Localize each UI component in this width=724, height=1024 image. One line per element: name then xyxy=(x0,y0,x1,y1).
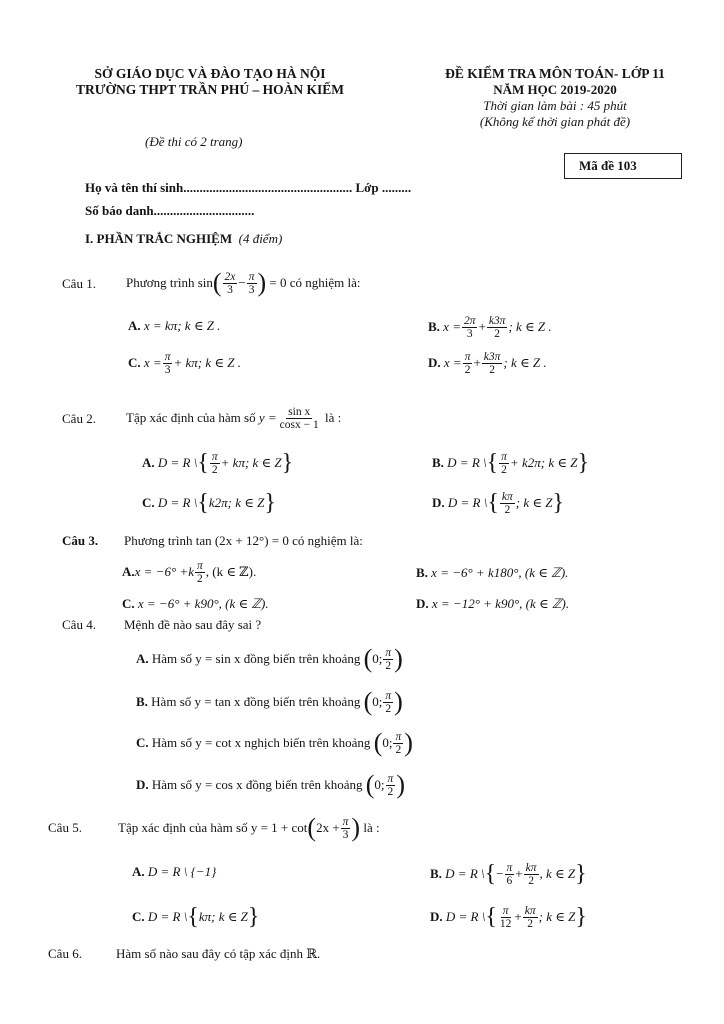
school-year: NĂM HỌC 2019-2020 xyxy=(493,82,617,97)
q2-label: Câu 2. xyxy=(62,411,96,426)
q4-label: Câu 4. xyxy=(62,617,96,632)
exam-code-box xyxy=(564,153,682,179)
pages-note: (Đề thi có 2 trang) xyxy=(145,134,243,149)
q2-option-b[interactable]: B. D = R \ { $\frac{\pi}{2}$ + k2π; k ∈ Z } xyxy=(432,450,589,476)
q4-option-b[interactable]: B. Hàm số y = tan x đồng biến trên khoảng ( 0; $\frac{\pi}{2}$ ) xyxy=(136,687,403,716)
q1-option-b[interactable]: B. x = $\frac{2\pi}{3}$ + $\frac{k3\pi}{2}$ ; k ∈ Z . xyxy=(428,314,552,340)
q4-option-c[interactable]: C. Hàm số y = cot x nghịch biến trên khoảng ( 0; $\frac{\pi}{2}$ ) xyxy=(136,728,413,757)
q3-option-b[interactable]: B. x = −6° + k180°, (k ∈ ℤ). xyxy=(416,565,569,580)
exam-code: Mã đề 103 xyxy=(579,158,637,173)
q2-option-c[interactable]: C. D = R \ { k2π; k ∈ Z } xyxy=(142,490,276,516)
q5-option-c[interactable]: C. D = R \ { kπ; k ∈ Z } xyxy=(132,904,260,930)
section-title: I. PHẦN TRẮC NGHIỆM (4 điểm) xyxy=(85,231,283,246)
q2-option-d[interactable]: D. D = R \ { $\frac{k\pi}{2}$ ; k ∈ Z } xyxy=(432,490,564,516)
q2-stem: Tập xác định của hàm số y = $\frac{\text{sin x}}{\cos x - 1}$ là : xyxy=(126,405,342,431)
q1-label: Câu 1. xyxy=(62,276,96,291)
q4-option-d[interactable]: D. Hàm số y = cos x đồng biến trên khoảng ( 0; $\frac{\pi}{2}$ ) xyxy=(136,770,405,799)
q3-stem: Phương trình tan (2x + 12°) = 0 có nghiệm là: xyxy=(124,533,363,548)
candidate-name-field: Họ và tên thí sinh.................................................... Lớp ......... xyxy=(85,180,412,195)
q5-option-b[interactable]: B. D = R \ { − $\frac{\pi}{6}$ + $\frac{k\pi}{2}$ , k ∈ Z } xyxy=(430,861,587,887)
q5-label: Câu 5. xyxy=(48,820,82,835)
exam-time: Thời gian làm bài : 45 phút xyxy=(483,98,627,113)
school-name: TRƯỜNG THPT TRẦN PHÚ – HOÀN KIẾM xyxy=(75,82,345,97)
q3-option-d[interactable]: D. x = −12° + k90°, (k ∈ ℤ). xyxy=(416,596,570,611)
q5-stem: Tập xác định của hàm số y = 1 + cot ( 2x + $\frac{\pi}{3}$ ) là : xyxy=(118,813,380,842)
q6-stem: Hàm số nào sau đây có tập xác định ℝ. xyxy=(116,946,321,961)
q3-option-c[interactable]: C. x = −6° + k90°, (k ∈ ℤ). xyxy=(122,596,269,611)
candidate-id-field: Số báo danh............................... xyxy=(85,203,255,218)
q4-option-a[interactable]: A. Hàm số y = sin x đồng biến trên khoảng ( 0; $\frac{\pi}{2}$ ) xyxy=(136,644,403,673)
q1-option-c[interactable]: C. x = $\frac{\pi}{3}$ + kπ; k ∈ Z . xyxy=(128,350,241,376)
q1-option-a[interactable]: A. x = kπ; k ∈ Z . xyxy=(128,318,221,333)
q1-option-d[interactable]: D. x = $\frac{\pi}{2}$ + $\frac{k3\pi}{2}$ ; k ∈ Z . xyxy=(428,350,547,376)
q2-option-a[interactable]: A. D = R \ { $\frac{\pi}{2}$ + kπ; k ∈ Z } xyxy=(142,450,294,476)
q5-option-d[interactable]: D. D = R \ { $\frac{\pi}{12}$ + $\frac{k\pi}{2}$ ; k ∈ Z } xyxy=(430,904,587,930)
q3-label: Câu 3. xyxy=(62,533,99,548)
q4-stem: Mệnh đề nào sau đây sai ? xyxy=(124,617,262,632)
q1-stem: Phương trình sin ( $\frac{2x}{3}$ − $\frac{\pi}{3}$ ) = 0 có nghiệm là: xyxy=(126,268,361,297)
q5-option-a[interactable]: A. D = R \ {−1} xyxy=(132,864,217,879)
q3-option-a[interactable]: A. x = −6° + k $\frac{\pi}{2}$ , (k ∈ ℤ). xyxy=(122,559,257,585)
exam-time-note: (Không kể thời gian phát đề) xyxy=(479,114,631,129)
department-name: SỞ GIÁO DỤC VÀ ĐÀO TẠO HÀ NỘI xyxy=(94,66,326,81)
exam-title: ĐỀ KIỂM TRA MÔN TOÁN- LỚP 11 xyxy=(445,66,665,81)
q6-label: Câu 6. xyxy=(48,946,82,961)
